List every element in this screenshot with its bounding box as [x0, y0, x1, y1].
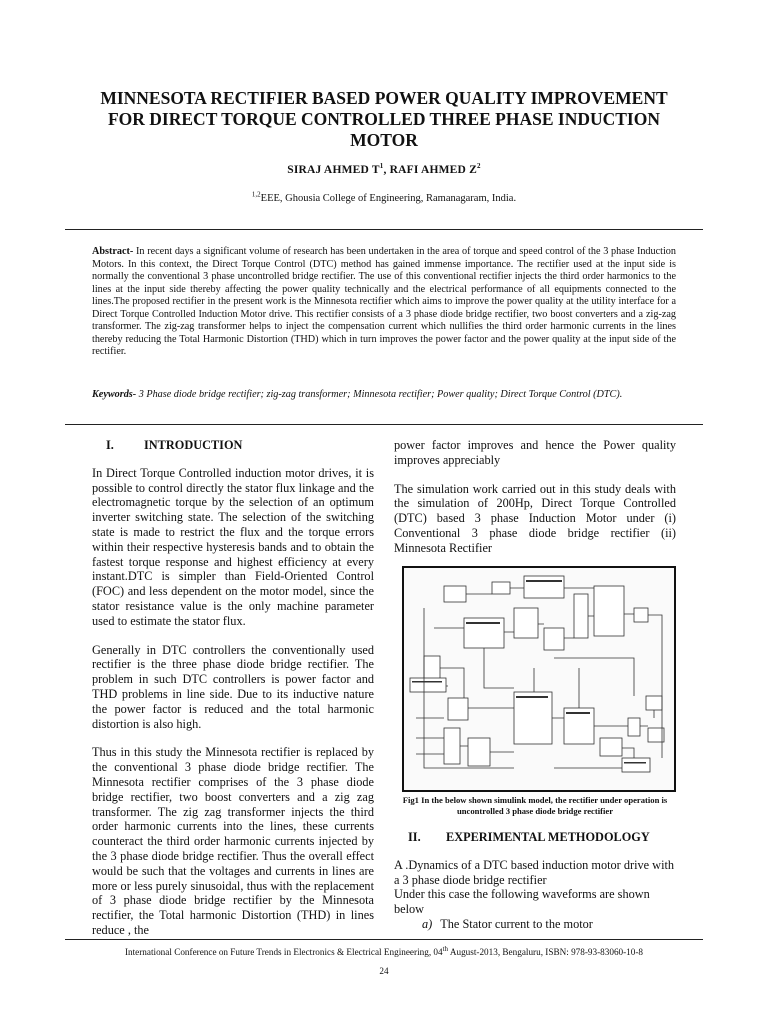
intro-paragraph-2: Generally in DTC controllers the conventionally used rectifier is the three phase diode bridge rectifier. The problem in such DTC controllers is power factor and THD problems in line side. Due to its inductive nature the power factor is reduced and the total harmonic distortion is also high.: [92, 642, 374, 731]
figure-caption: Fig1 In the below shown simulink model, the rectifier under operation is uncontrolled 3 phase diode bridge rectifier: [402, 795, 668, 816]
author-1: SIRAJ AHMED T: [287, 164, 380, 176]
section-1-title: INTRODUCTION: [144, 438, 243, 452]
page-number: 24: [379, 966, 389, 976]
methodology-paragraph-2: Under this case the following waveforms are shown below: [394, 887, 650, 917]
left-column: [92, 438, 374, 952]
section-1-number: I.: [106, 438, 114, 452]
footer-text-pre: International Conference on Future Trends in Electronics & Electrical Engineering, 04: [124, 947, 443, 957]
affiliation: [0, 190, 768, 204]
author-2-sup: 2: [477, 162, 481, 171]
footer-sup: th: [442, 944, 449, 953]
right-paragraph-1: power factor improves and hence the Power quality improves appreciably: [394, 438, 676, 467]
methodology-paragraph-1: A .Dynamics of a DTC based induction motor drive with a 3 phase diode bridge rectifier: [394, 857, 675, 887]
keywords: [92, 388, 676, 401]
section-heading-introduction: [92, 438, 374, 453]
footer-text-post: August-2013, Bengaluru, ISBN: 978-93-83060-10-8: [448, 947, 644, 957]
conference-footer: [0, 944, 768, 957]
subitem-a: [394, 917, 676, 932]
intro-paragraph-3: Thus in this study the Minnesota rectifier is replaced by the conventional 3 phase diode bridge rectifier. The Minnesota rectifier comprises of the 3 phase diode bridge rectifier, two boost converters and a zig zag transformer. The zig zag transformer injects the third order harmonic currents into the lines, these currents counteract the third order harmonic currents injected by the 3 phase diode bridge rectifier. Thus the overall effect would be such that the voltages and currents in lines are more or less purely sinusoidal, thus with the replacement of 3 phase diode bridge rectifier by the Minnesota rectifier, the Total harmonic Distortion (THD) in lines reduce , the: [92, 745, 374, 937]
abstract-label: Abstract-: [92, 246, 134, 257]
right-column-lower: [394, 830, 676, 932]
abstract: [92, 246, 676, 359]
abstract-divider: [65, 424, 703, 425]
top-divider: [65, 229, 703, 230]
simulink-model-figure: [402, 566, 676, 792]
author-2: RAFI AHMED Z: [389, 164, 478, 176]
right-paragraph-2: The simulation work carried out in this study deals with the simulation of 200Hp, Direct Torque Controlled (DTC) based 3 phase Induction Motor under (i) Conventional 3 phase diode bridge rectifier (ii) Minnesota Rectifier: [394, 481, 676, 555]
right-column: [394, 438, 676, 570]
author-1-sup: 1: [379, 162, 384, 171]
affiliation-sup: 1,2: [251, 190, 261, 199]
subitem-a-label: a): [422, 916, 433, 931]
keywords-text: 3 Phase diode bridge rectifier; zig-zag transformer; Minnesota rectifier; Power quality; Direct Torque Control (DTC).: [136, 389, 623, 400]
section-2-title: EXPERIMENTAL METHODOLOGY: [446, 830, 650, 844]
footer-divider: [65, 939, 703, 940]
section-heading-methodology: [394, 830, 676, 845]
abstract-text: In recent days a significant volume of research has been undertaken in the area of torque and speed control of the 3 phase Induction Motors. In this context, the Direct Torque Control (DTC) method has gained immense importance. The rectifier used at the input side is normally the conventional 3 phase uncontrolled bridge rectifier. The use of this conventional rectifier injects the third order harmonics to the lines at the input side thereby affecting the power quality technically and the electrical performance of all equipments connected to the lines.The proposed rectifier in the present work is the Minnesota rectifier which aims to improve the power quality at the utility interface for a Direct Torque Controlled Induction Motor drive. This rectifier consists of a 3 phase diode bridge rectifier, two boost converters and a zig-zag transformer. The zig-zag transformer helps to inject the compensation current which nullifies the third order harmonic currents in the lines thereby reducing the Total Harmonic Distortion (THD) which in turn improves the power factor and the power quality at the input side of the rectifier.: [92, 246, 676, 357]
keywords-label: Keywords-: [92, 389, 137, 400]
simulink-diagram: [404, 568, 674, 790]
author-line: [0, 164, 768, 176]
section-2-number: II.: [408, 830, 421, 844]
intro-paragraph-1: In Direct Torque Controlled induction motor drives, it is possible to control directly the stator flux linkage and the electromagnetic torque by the selection of an optimum inverter switching state. The selection of the switching state is made to restrict the flux and the torque errors within their respective hysteresis bands and to obtain the fastest torque response and highest efficiency at every instant.DTC is simpler than Field-Oriented Control (FOC) and less dependent on the motor model, since the stator resistance value is the only machine parameter used to estimate the stator flux.: [92, 465, 374, 628]
subitem-a-text: The Stator current to the motor: [440, 916, 593, 931]
paper-title: MINNESOTA RECTIFIER BASED POWER QUALITY IMPROVEMENT FOR DIRECT TORQUE CONTROLLED THREE PHASE INDUCTION MOTOR: [100, 88, 668, 150]
affiliation-text: EEE, Ghousia College of Engineering, Ramanagaram, India.: [260, 193, 517, 204]
author-separator: ,: [383, 164, 390, 176]
